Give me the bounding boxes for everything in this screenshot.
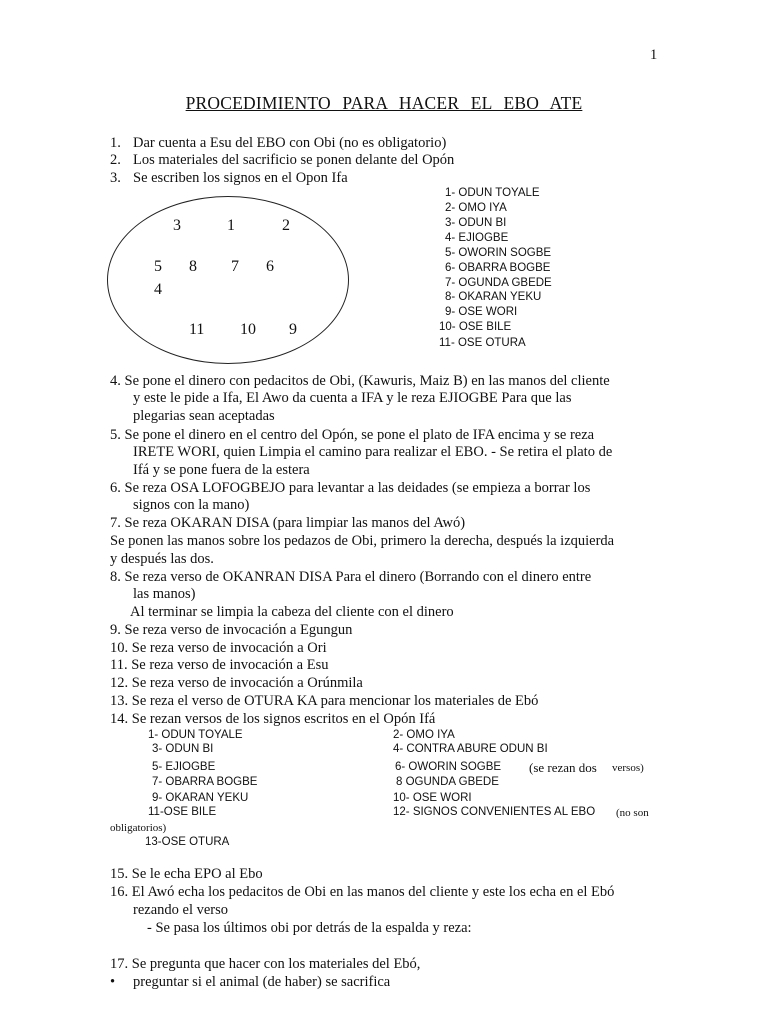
sign-grid-item: 7- OBARRA BOGBE	[152, 776, 258, 788]
sign-grid-item: 6- OWORIN SOGBE	[395, 761, 502, 773]
sign-grid-item: 10- OSE WORI	[393, 792, 472, 804]
body-line: las manos)	[133, 586, 196, 602]
sign-grid-item: 2- OMO IYA	[393, 729, 455, 741]
sign-grid-item: 12- SIGNOS CONVENIENTES AL EBO	[393, 806, 596, 818]
diagram-number: 8	[189, 258, 197, 275]
list-item-number: 1.	[110, 135, 121, 151]
list-item-number: 3.	[110, 170, 121, 186]
diagram-number: 11	[189, 321, 205, 338]
body-line: Ifá y se pone fuera de la estera	[133, 462, 310, 478]
body-line: 11. Se reza verso de invocación a Esu	[110, 657, 329, 673]
diagram-number: 5	[154, 258, 162, 275]
diagram-number: 1	[227, 217, 235, 234]
sign-grid-item: 5- EJIOGBE	[152, 761, 216, 773]
sign-grid-note: obligatorios)	[110, 822, 167, 834]
sign-grid-item: 4- CONTRA ABURE ODUN BI	[393, 743, 548, 755]
sign-list-item: 11- OSE OTURA	[439, 337, 526, 349]
sign-list-item: 9- OSE WORI	[445, 306, 518, 318]
diagram-number: 6	[266, 258, 274, 275]
sign-grid-item: 9- OKARAN YEKU	[152, 792, 249, 804]
sign-grid-note: versos)	[612, 762, 644, 774]
body-line: y este le pide a Ifa, El Awo da cuenta a IFA y le reza EJIOGBE Para que las	[133, 390, 572, 406]
sign-list-item: 5- OWORIN SOGBE	[445, 247, 552, 259]
sign-list-item: 7- OGUNDA GBEDE	[445, 277, 552, 289]
body-line: rezando el verso	[133, 902, 229, 918]
sign-grid-note: (no son	[616, 807, 649, 819]
body-line: - Se pasa los últimos obi por detrás de la espalda y reza:	[147, 920, 472, 936]
diagram-number: 7	[231, 258, 239, 275]
body-line: signos con la mano)	[133, 497, 250, 513]
diagram-number: 4	[154, 281, 162, 298]
diagram-number: 3	[173, 217, 181, 234]
list-item-text: Los materiales del sacrificio se ponen delante del Opón	[133, 152, 455, 168]
list-item-text: Se escriben los signos en el Opon Ifa	[133, 170, 348, 186]
body-line: y después las dos.	[110, 551, 214, 567]
body-line: 9. Se reza verso de invocación a Egungun	[110, 622, 353, 638]
body-line: 10. Se reza verso de invocación a Ori	[110, 640, 327, 656]
body-line: preguntar si el animal (de haber) se sacrifica	[133, 974, 391, 990]
bullet: •	[110, 974, 116, 990]
body-line: Se ponen las manos sobre los pedazos de Obi, primero la derecha, después la izquierda	[110, 533, 615, 549]
sign-list-item: 1- ODUN TOYALE	[445, 187, 540, 199]
sign-grid-item: 8 OGUNDA GBEDE	[396, 776, 499, 788]
diagram-number: 10	[240, 321, 256, 338]
sign-list-item: 6- OBARRA BOGBE	[445, 262, 551, 274]
body-line: 5. Se pone el dinero en el centro del Opón, se pone el plato de IFA encima y se reza	[110, 427, 595, 443]
sign-grid-item: 3- ODUN BI	[152, 743, 214, 755]
body-line: 8. Se reza verso de OKANRAN DISA Para el dinero (Borrando con el dinero entre	[110, 569, 592, 585]
body-line: 12. Se reza verso de invocación a Orúnmila	[110, 675, 363, 691]
body-line: plegarias sean aceptadas	[133, 408, 275, 424]
sign-list-item: 3- ODUN BI	[445, 217, 507, 229]
body-line: 15. Se le echa EPO al Ebo	[110, 866, 263, 882]
sign-list-item: 2- OMO IYA	[445, 202, 507, 214]
body-line: 13. Se reza el verso de OTURA KA para mencionar los materiales de Ebó	[110, 693, 539, 709]
diagram-number: 9	[289, 321, 297, 338]
sign-list-item: 4- EJIOGBE	[445, 232, 509, 244]
body-line: 17. Se pregunta que hacer con los materiales del Ebó,	[110, 956, 421, 972]
body-line: 7. Se reza OKARAN DISA (para limpiar las manos del Awó)	[110, 515, 466, 531]
page-number: 1	[650, 47, 658, 63]
body-line: IRETE WORI, quien Limpia el camino para realizar el EBO. - Se retira el plato de	[133, 444, 613, 460]
sign-grid-item: 11-OSE BILE	[148, 806, 217, 818]
sign-grid-item: 13-OSE OTURA	[145, 836, 230, 848]
diagram-number: 2	[282, 217, 290, 234]
sign-list-item: 10- OSE BILE	[439, 321, 512, 333]
page-title: PROCEDIMIENTO PARA HACER EL EBO ATE	[185, 93, 583, 113]
body-line: 4. Se pone el dinero con pedacitos de Obi, (Kawuris, Maiz B) en las manos del cliente	[110, 373, 610, 389]
sign-list-item: 8- OKARAN YEKU	[445, 291, 542, 303]
list-item-text: Dar cuenta a Esu del EBO con Obi (no es obligatorio)	[133, 135, 447, 151]
sign-grid-item: 1- ODUN TOYALE	[148, 729, 243, 741]
list-item-number: 2.	[110, 152, 121, 168]
body-line: 16. El Awó echa los pedacitos de Obi en las manos del cliente y este los echa en el Ebó	[110, 884, 615, 900]
body-line: 6. Se reza OSA LOFOGBEJO para levantar a las deidades (se empieza a borrar los	[110, 480, 591, 496]
sign-grid-note: (se rezan dos	[529, 760, 597, 775]
body-line: Al terminar se limpia la cabeza del cliente con el dinero	[130, 604, 454, 620]
body-line: 14. Se rezan versos de los signos escritos en el Opón Ifá	[110, 711, 436, 727]
